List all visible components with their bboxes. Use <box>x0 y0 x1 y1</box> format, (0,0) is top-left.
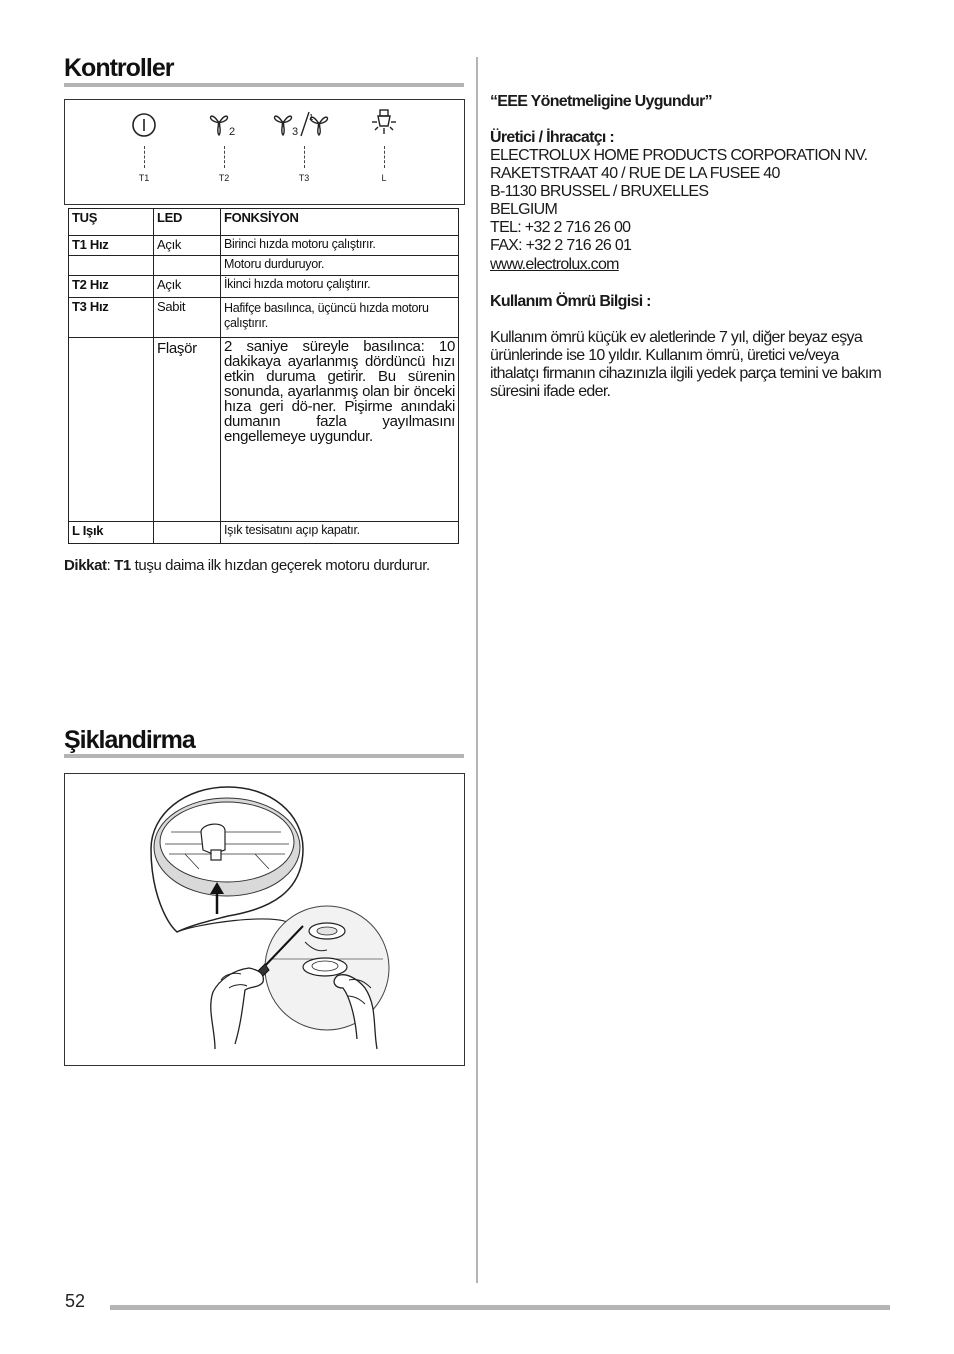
siklandirma-title-rule <box>64 754 464 758</box>
row-led: Sabit <box>154 298 221 338</box>
note-text: tuşu daima ilk hızdan geçerek motoru durdurur. <box>130 557 430 574</box>
control-label-l: L <box>381 173 387 183</box>
row-led <box>154 522 221 544</box>
column-divider <box>476 57 478 1283</box>
eee-compliance-heading: “EEE Yönetmeligine Uygundur” <box>490 93 712 110</box>
table-row <box>69 298 459 338</box>
svg-text:3: 3 <box>292 126 299 138</box>
leader-line-t2 <box>224 146 225 168</box>
svg-text:1: 1 <box>309 113 314 122</box>
kontroller-title-rule <box>64 83 464 87</box>
note-t1: T1 <box>114 557 131 574</box>
fan-speed-2-icon <box>207 108 241 140</box>
row-led: Açık <box>154 276 221 298</box>
control-label-t2: T2 <box>218 173 230 183</box>
table-header-row <box>69 209 459 236</box>
table-row <box>69 522 459 544</box>
table-row <box>69 256 459 276</box>
header-led: LED <box>154 209 221 236</box>
row-func: İkinci hızda motoru çalıştırır. <box>221 276 459 298</box>
manufacturer-heading: Üretici / İhracatçı : <box>490 129 615 146</box>
row-func: Birinci hızda motoru çalıştırır. <box>221 236 459 256</box>
control-label-t1: T1 <box>138 173 150 183</box>
table-row <box>69 338 459 522</box>
address-line: BELGIUM <box>490 201 558 218</box>
row-key <box>69 338 154 522</box>
header-tus: TUŞ <box>69 209 154 236</box>
row-func: Işık tesisatını açıp kapatır. <box>221 522 459 544</box>
row-func: Hafifçe basılınca, üçüncü hızda motoru çalıştırır. <box>221 298 459 338</box>
leader-line-t1 <box>144 146 145 168</box>
lamp-replacement-illustration <box>64 773 465 1066</box>
row-key: T1 Hız <box>69 236 154 256</box>
page-number: 52 <box>65 1291 86 1311</box>
row-led: Flaşör <box>154 338 221 522</box>
fan-speed-3-icon <box>271 108 335 140</box>
lamp-replacement-drawing <box>65 774 464 1065</box>
control-panel-diagram <box>64 99 465 205</box>
row-key: T2 Hız <box>69 276 154 298</box>
footer-rule <box>110 1305 890 1310</box>
row-key: T3 Hız <box>69 298 154 338</box>
website-link[interactable]: www.electrolux.com <box>490 256 619 273</box>
lamp-icon <box>367 106 401 140</box>
row-func: Motoru durduruyor. <box>221 256 459 276</box>
leader-line-t3 <box>304 146 305 168</box>
phone-line: TEL: +32 2 716 26 00 <box>490 219 631 236</box>
power-icon <box>129 110 159 140</box>
address-line: B-1130 BRUSSEL / BRUXELLES <box>490 183 709 200</box>
header-fonksiyon: FONKSİYON <box>221 209 459 236</box>
row-key <box>69 256 154 276</box>
lifetime-text: Kullanım ömrü küçük ev aletlerinde 7 yıl, diğer beyaz eşya ürünlerinde ise 10 yıldır. Kullanım ömrü, üretici ve/veya ithalatçı firmanın cihazınızla ilgili yedek parça temini ve bakım süresini ifade eder. <box>490 329 882 400</box>
svg-text:2: 2 <box>229 126 236 138</box>
lifetime-heading: Kullanım Ömrü Bilgisi : <box>490 293 651 310</box>
row-led: Açık <box>154 236 221 256</box>
warning-note <box>64 557 430 574</box>
row-key: L Işık <box>69 522 154 544</box>
fax-line: FAX: +32 2 716 26 01 <box>490 237 632 254</box>
row-func: 2 saniye süreyle basılınca: 10 dakikaya ayarlanmış dördüncü hızı etkin duruma getirir. Bu sürenin sonunda, ayarlanmış olan bir önceki hıza geri dö-ner. Pişirme anındaki dumanın fazla yayılmasını engellemeye uygundur. <box>221 338 459 522</box>
address-line: RAKETSTRAAT 40 / RUE DE LA FUSEE 40 <box>490 165 780 182</box>
function-table <box>68 208 459 544</box>
note-dikkat: Dikkat <box>64 557 107 574</box>
kontroller-title: Kontroller <box>64 54 174 82</box>
control-label-t3: T3 <box>298 173 310 183</box>
siklandirma-title: Şiklandirma <box>64 726 195 754</box>
row-led <box>154 256 221 276</box>
table-row <box>69 276 459 298</box>
leader-line-l <box>384 146 385 168</box>
address-line: ELECTROLUX HOME PRODUCTS CORPORATION NV. <box>490 147 868 164</box>
note-separator: : <box>106 557 115 574</box>
table-row <box>69 236 459 256</box>
